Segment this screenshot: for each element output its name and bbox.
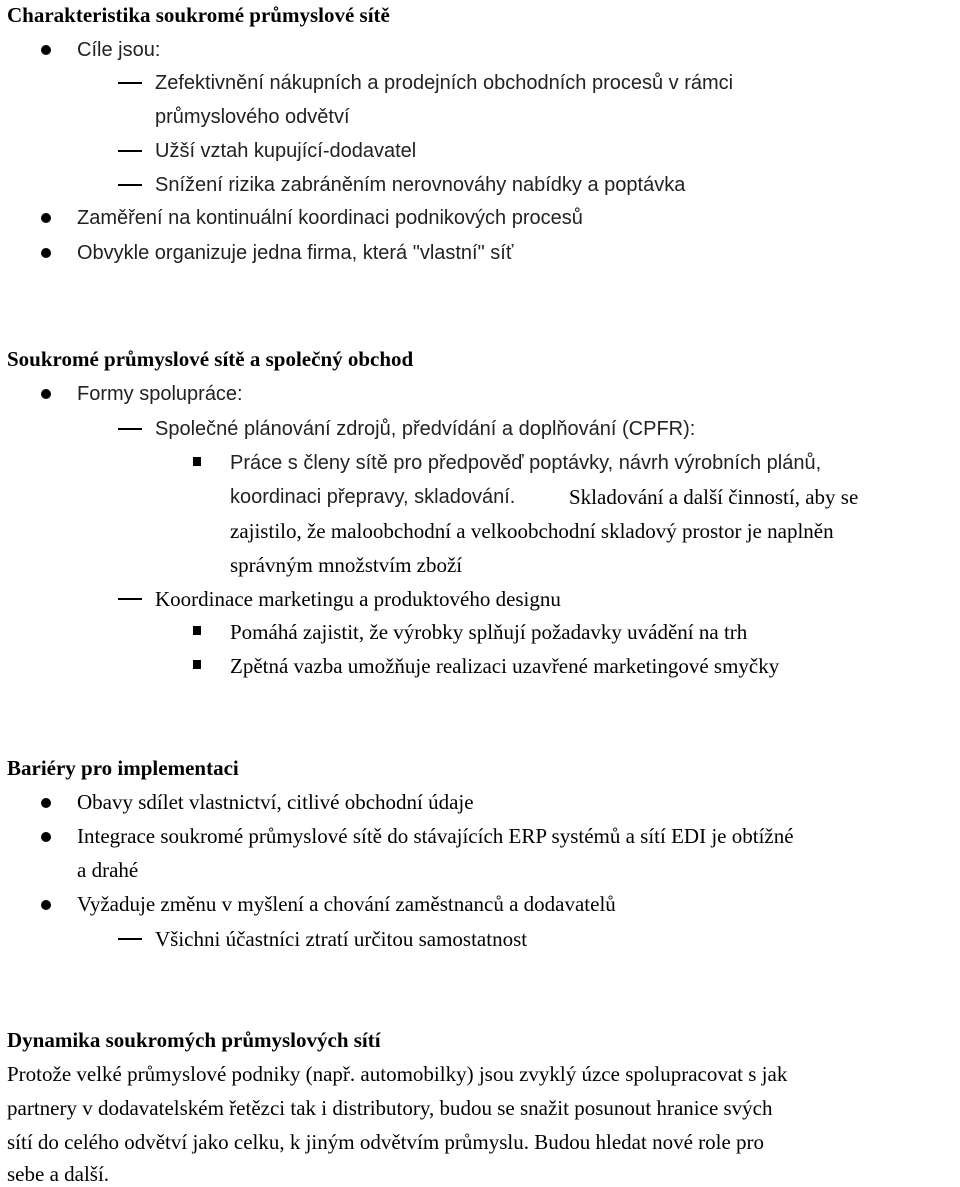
square-bullet-icon <box>193 457 201 466</box>
dash-icon <box>118 428 142 430</box>
dash-icon <box>118 184 142 186</box>
square-bullet-icon <box>193 660 201 669</box>
cpfr-sub-line-4: správným množstvím zboží <box>230 553 463 577</box>
paragraph-line-1: Protože velké průmyslové podniky (např. automobilky) jsou zvyklý úzce spolupracovat s jak <box>7 1062 788 1086</box>
goal-2: Užší vztah kupující-dodavatel <box>155 140 417 162</box>
forms-label: Formy spolupráce: <box>77 383 243 405</box>
cpfr-sub-line-2a: koordinaci přepravy, skladování. <box>230 486 516 508</box>
goal-1-line-2: průmyslového odvětví <box>155 106 350 128</box>
barrier-1: Obavy sdílet vlastnictví, citlivé obchodní údaje <box>77 790 474 814</box>
bullet-firma: Obvykle organizuje jedna firma, která "vlastní" síť <box>77 242 514 264</box>
cpfr-sub-line-1: Práce s členy sítě pro předpověď poptávky, návrh výrobních plánů, <box>230 452 822 474</box>
bullet-icon <box>41 213 51 223</box>
square-bullet-icon <box>193 626 201 635</box>
bullet-icon <box>41 798 51 808</box>
barrier-2-line-1: Integrace soukromé průmyslové sítě do stávajících ERP systémů a sítí EDI je obtížné <box>77 824 794 848</box>
heading-charakteristika: Charakteristika soukromé průmyslové sítě <box>7 3 390 27</box>
bullet-icon <box>41 832 51 842</box>
marketing-sub-1: Pomáhá zajistit, že výrobky splňují požadavky uvádění na trh <box>230 620 748 644</box>
goal-3: Snížení rizika zabráněním nerovnováhy nabídky a poptávka <box>155 174 686 196</box>
barrier-3: Vyžaduje změnu v myšlení a chování zaměstnanců a dodavatelů <box>77 892 616 916</box>
bullet-icon <box>41 45 51 55</box>
marketing-item: Koordinace marketingu a produktového designu <box>155 587 561 611</box>
heading-bariery: Bariéry pro implementaci <box>7 756 239 780</box>
bullet-icon <box>41 900 51 910</box>
cpfr-sub-line-2b: Skladování a další činností, aby se <box>569 485 859 509</box>
barrier-3-sub: Všichni účastníci ztratí určitou samostatnost <box>155 927 528 951</box>
heading-dynamika: Dynamika soukromých průmyslových sítí <box>7 1028 381 1052</box>
dash-icon <box>118 82 142 84</box>
bullet-icon <box>41 248 51 258</box>
bullet-koordinace: Zaměření na kontinuální koordinaci podnikových procesů <box>77 207 583 229</box>
goals-label: Cíle jsou: <box>77 39 161 61</box>
paragraph-line-3: sítí do celého odvětví jako celku, k jiným odvětvím průmyslu. Budou hledat nové role pro <box>7 1130 765 1154</box>
cpfr-item: Společné plánování zdrojů, předvídání a doplňování (CPFR): <box>155 418 696 440</box>
paragraph-line-4: sebe a další. <box>7 1162 110 1186</box>
marketing-sub-2: Zpětná vazba umožňuje realizaci uzavřené marketingové smyčky <box>230 654 780 678</box>
dash-icon <box>118 598 142 600</box>
dash-icon <box>118 150 142 152</box>
paragraph-line-2: partnery v dodavatelském řetězci tak i distributory, budou se snažit posunout hranice svých <box>7 1096 773 1120</box>
cpfr-sub-line-3: zajistilo, že maloobchodní a velkoobchodní skladový prostor je naplněn <box>230 519 834 543</box>
barrier-2-line-2: a drahé <box>77 858 139 882</box>
bullet-icon <box>41 389 51 399</box>
heading-spolecny-obchod: Soukromé průmyslové sítě a společný obchod <box>7 347 414 371</box>
dash-icon <box>118 938 142 940</box>
goal-1-line-1: Zefektivnění nákupních a prodejních obchodních procesů v rámci <box>155 72 734 94</box>
